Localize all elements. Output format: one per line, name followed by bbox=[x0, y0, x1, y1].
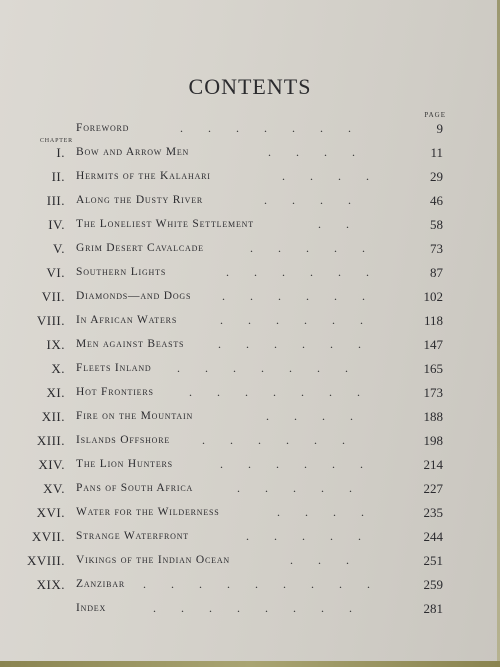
toc-entry bbox=[0, 529, 500, 553]
chapter-title: Strange Waterfront bbox=[76, 530, 189, 542]
page-number: 165 bbox=[423, 361, 443, 376]
page-number: 87 bbox=[430, 265, 443, 280]
chapter-title: Hermits of the Kalahari bbox=[76, 170, 211, 182]
leader-dots: . . . . . . . bbox=[189, 385, 361, 399]
leader-dots: . . . . . bbox=[237, 481, 353, 495]
chapter-title: Zanzibar bbox=[76, 578, 125, 590]
toc-entry bbox=[0, 505, 500, 529]
toc-entry bbox=[0, 289, 500, 313]
leader-dots: . . . . . . . bbox=[180, 121, 352, 135]
toc-entry bbox=[0, 265, 500, 289]
chapter-numeral: III. bbox=[46, 193, 65, 208]
toc-entry bbox=[0, 121, 500, 145]
page-number: 147 bbox=[423, 337, 443, 352]
leader-dots: . . . . . . bbox=[220, 457, 364, 471]
page-number: 9 bbox=[436, 121, 443, 136]
chapter-title: Hot Frontiers bbox=[76, 386, 154, 398]
chapter-numeral: I. bbox=[56, 145, 65, 160]
chapter-title: Fire on the Mountain bbox=[76, 410, 194, 422]
toc-entry bbox=[0, 361, 500, 385]
chapter-numeral: XVIII. bbox=[26, 553, 65, 568]
page-number: 118 bbox=[423, 313, 443, 328]
chapter-column-label: CHAPTER bbox=[40, 138, 73, 144]
leader-dots: . . . . . . bbox=[202, 433, 346, 447]
chapter-numeral: V. bbox=[53, 241, 65, 256]
chapter-title: Southern Lights bbox=[76, 266, 167, 278]
chapter-numeral: IV. bbox=[48, 217, 65, 232]
page-number: 173 bbox=[423, 385, 443, 400]
toc-entry bbox=[0, 337, 500, 361]
leader-dots: . . . . . bbox=[246, 529, 362, 543]
toc-entry bbox=[0, 481, 500, 505]
chapter-title: Index bbox=[76, 602, 107, 614]
leader-dots: . . . . . . bbox=[226, 265, 370, 279]
chapter-title: Grim Desert Cavalcade bbox=[76, 242, 204, 254]
page-number: 46 bbox=[430, 193, 443, 208]
page-number: 58 bbox=[430, 217, 443, 232]
toc-entry bbox=[0, 553, 500, 577]
leader-dots: . . . . . bbox=[250, 241, 366, 255]
leader-dots: . . . . . . bbox=[220, 313, 364, 327]
toc-entry bbox=[0, 169, 500, 193]
chapter-numeral: XIX. bbox=[36, 577, 65, 592]
chapter-numeral: VII. bbox=[41, 289, 65, 304]
page-column-label: PAGE bbox=[424, 111, 446, 119]
leader-dots: . . bbox=[318, 217, 350, 231]
chapter-numeral: II. bbox=[51, 169, 65, 184]
toc-entry bbox=[0, 241, 500, 265]
leader-dots: . . . . . . . . bbox=[153, 601, 353, 615]
page-bottom-edge bbox=[0, 661, 500, 667]
chapter-numeral: XVII. bbox=[31, 529, 65, 544]
chapter-title: Bow and Arrow Men bbox=[76, 146, 190, 158]
chapter-numeral: XIV. bbox=[38, 457, 65, 472]
page-number: 235 bbox=[423, 505, 443, 520]
chapter-numeral: XV. bbox=[43, 481, 65, 496]
chapter-title: Along the Dusty River bbox=[76, 194, 204, 206]
toc-entry bbox=[0, 409, 500, 433]
page-number: 73 bbox=[430, 241, 443, 256]
toc-entry bbox=[0, 193, 500, 217]
contents-heading: CONTENTS bbox=[188, 74, 312, 99]
chapter-numeral: XIII. bbox=[36, 433, 65, 448]
chapter-title: Men against Beasts bbox=[76, 338, 185, 350]
leader-dots: . . . bbox=[290, 553, 350, 567]
chapter-numeral: VI. bbox=[46, 265, 65, 280]
chapter-title: Vikings of the Indian Ocean bbox=[76, 554, 230, 566]
chapter-title: Water for the Wilderness bbox=[76, 506, 220, 518]
leader-dots: . . . . . . bbox=[218, 337, 362, 351]
toc-entry bbox=[0, 577, 500, 601]
chapter-numeral: XI. bbox=[46, 385, 65, 400]
chapter-numeral: IX. bbox=[46, 337, 65, 352]
leader-dots: . . . . . . . . . bbox=[143, 577, 371, 591]
page-number: 251 bbox=[423, 553, 443, 568]
chapter-title: The Loneliest White Settlement bbox=[76, 218, 254, 230]
chapter-title: The Lion Hunters bbox=[76, 458, 173, 470]
leader-dots: . . . . bbox=[268, 145, 356, 159]
chapter-title: Pans of South Africa bbox=[76, 482, 194, 494]
leader-dots: . . . . bbox=[277, 505, 365, 519]
chapter-title: In African Waters bbox=[76, 314, 178, 326]
chapter-numeral: X. bbox=[51, 361, 65, 376]
chapter-title: Diamonds—and Dogs bbox=[76, 290, 192, 302]
toc-entry bbox=[0, 433, 500, 457]
leader-dots: . . . . . . . bbox=[177, 361, 349, 375]
toc-entry bbox=[0, 457, 500, 481]
page-number: 214 bbox=[423, 457, 443, 472]
page-number: 244 bbox=[423, 529, 443, 544]
chapter-title: Islands Offshore bbox=[76, 434, 171, 446]
leader-dots: . . . . bbox=[266, 409, 354, 423]
page-number: 188 bbox=[423, 409, 443, 424]
chapter-title: Foreword bbox=[76, 122, 130, 134]
page-number: 281 bbox=[423, 601, 443, 616]
page-number: 227 bbox=[423, 481, 443, 496]
leader-dots: . . . . bbox=[282, 169, 370, 183]
toc-entry bbox=[0, 601, 500, 625]
chapter-numeral: XII. bbox=[41, 409, 65, 424]
toc-entry bbox=[0, 217, 500, 241]
chapter-numeral: XVI. bbox=[36, 505, 65, 520]
chapter-numeral: VIII. bbox=[36, 313, 65, 328]
leader-dots: . . . . bbox=[264, 193, 352, 207]
toc-entry bbox=[0, 145, 500, 169]
page-number: 11 bbox=[430, 145, 443, 160]
chapter-title: Fleets Inland bbox=[76, 362, 152, 374]
page-number: 259 bbox=[423, 577, 443, 592]
page-number: 29 bbox=[430, 169, 443, 184]
page-number: 102 bbox=[423, 289, 443, 304]
page-number: 198 bbox=[423, 433, 443, 448]
toc-entry bbox=[0, 313, 500, 337]
toc-entry bbox=[0, 385, 500, 409]
leader-dots: . . . . . . bbox=[222, 289, 366, 303]
